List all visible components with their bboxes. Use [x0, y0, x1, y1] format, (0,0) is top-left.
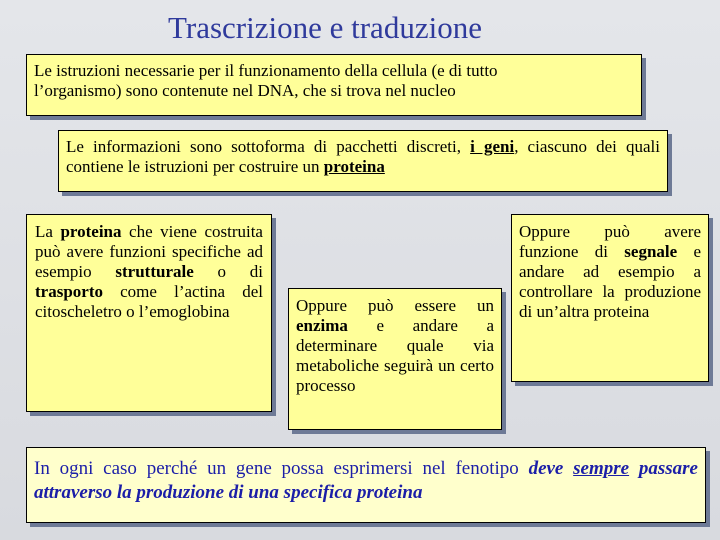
structural-text-1: La [35, 222, 61, 241]
conclusion-emph-rest: passare attraverso la produzione di una specifica proteina [34, 458, 698, 503]
signal-text-2: e andare ad esempio a controllare la produzione di un’altra proteina [519, 242, 702, 321]
slide-title: Trascrizione e traduzione [168, 10, 482, 45]
enzyme-text-1: Oppure può essere un [296, 296, 494, 315]
genes-term: i geni [470, 137, 515, 156]
conclusion-text-1: In ogni caso perché un gene possa esprimersi nel fenotipo [34, 458, 529, 479]
protein-term: proteina [323, 157, 385, 176]
signal-text-1: Oppure può avere funzione di [519, 222, 701, 261]
genes-info-box [58, 130, 668, 192]
structural-term-transport: trasporto [35, 282, 103, 301]
signal-term: segnale [624, 242, 678, 261]
genes-text-1: Le informazioni sono sottoforma di pacchetti discreti, [66, 137, 471, 156]
dna-info-line-2: l’organismo) sono contenute nel DNA, che si trova nel nucleo [34, 81, 456, 100]
enzyme-text-2: e andare a determinare quale via metaboliche seguirà un certo processo [296, 316, 494, 395]
conclusion-emph-sempre: sempre [573, 458, 630, 479]
dna-info-line-1: Le istruzioni necessarie per il funzionamento della cellula (e di tutto [34, 61, 498, 80]
conclusion-emph-deve: deve [528, 458, 564, 479]
dna-info-box [26, 54, 642, 116]
genes-text-2: , ciascuno dei quali contiene le istruzioni per costruire un [66, 137, 660, 176]
structural-text-4: come l’actina del citoscheletro o l’emoglobina [35, 282, 263, 321]
enzyme-box [288, 288, 502, 430]
structural-term-structural: strutturale [115, 262, 194, 281]
conclusion-box [26, 447, 706, 523]
structural-protein-box [26, 214, 272, 412]
enzyme-term: enzima [296, 316, 348, 335]
structural-term-protein: proteina [60, 222, 122, 241]
structural-text-3: o di [193, 262, 263, 281]
signal-box [511, 214, 709, 382]
structural-text-2: che viene costruita può avere funzioni specifiche ad esempio [35, 222, 263, 281]
